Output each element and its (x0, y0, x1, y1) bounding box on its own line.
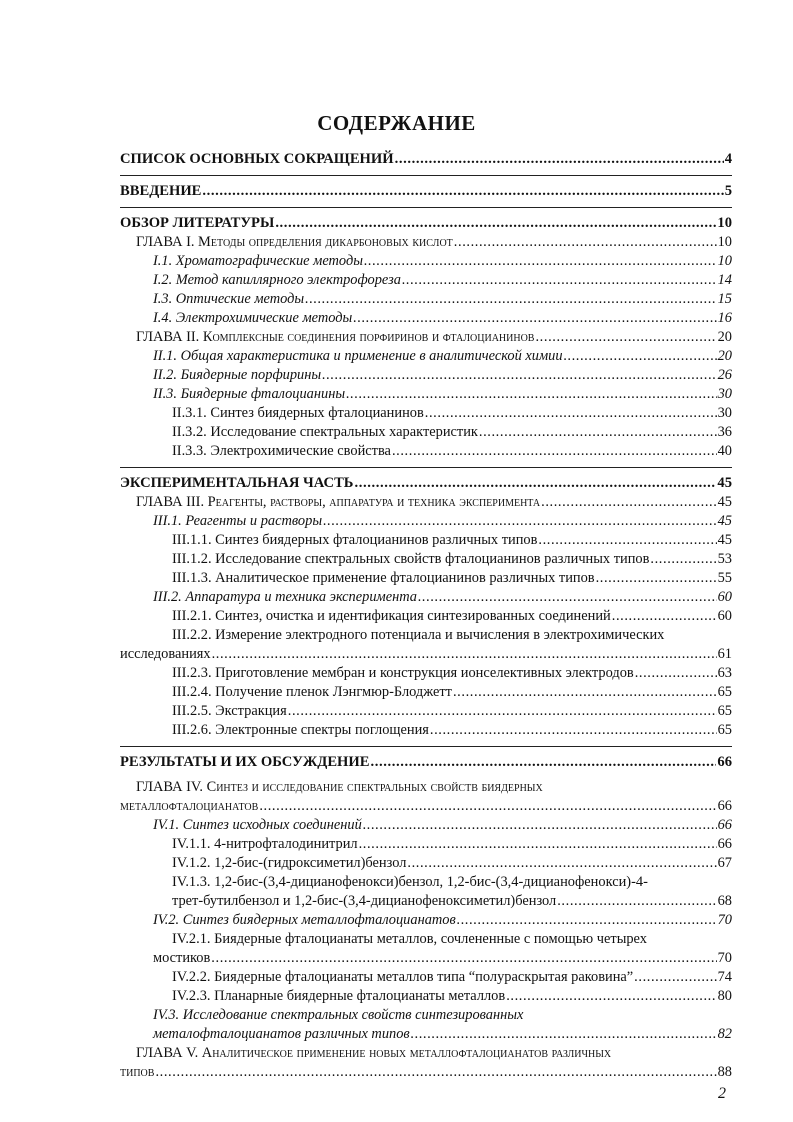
toc-entry-1-2[interactable]: I.2. Метод капиллярного электрофореза ..... 14 (120, 271, 732, 290)
toc-entry-results[interactable]: РЕЗУЛЬТАТЫ И ИХ ОБСУЖДЕНИЕ ..... 66 (120, 753, 732, 772)
toc-entry-3-2-1[interactable]: III.2.1. Синтез, очистка и идентификация синтезированных соединений ..... 60 (120, 607, 732, 626)
toc-entry-chapter-1[interactable]: ГЛАВА I. Методы определения дикарбоновых кислот ..... 10 (120, 233, 732, 252)
toc-entry-2-1[interactable]: II.1. Общая характеристика и применение в аналитической химии ..... 20 (120, 347, 732, 366)
toc-entry-4-2-3[interactable]: IV.2.3. Планарные биядерные фталоцианаты металлов ..... 80 (120, 987, 732, 1006)
toc-entry-3-1-3[interactable]: III.1.3. Аналитическое применение фталоцианинов различных типов ..... 55 (120, 569, 732, 588)
toc-entry-4-1[interactable]: IV.1. Синтез исходных соединений ..... 66 (120, 816, 732, 835)
toc-entry-2-3-1[interactable]: II.3.1. Синтез биядерных фталоцианинов ..... 30 (120, 404, 732, 423)
table-of-contents (120, 150, 732, 1082)
toc-entry-3-2-2-line2[interactable]: исследованиях ..... 61 (120, 645, 732, 664)
toc-entry-3-1-2[interactable]: III.1.2. Исследование спектральных свойств фталоцианинов различных типов ..... 53 (120, 550, 732, 569)
toc-entry-chapter-5-line1[interactable]: ГЛАВА V. Аналитическое применение новых металлофталоцианатов различных (136, 1045, 612, 1061)
toc-entry-3-2-2-line1[interactable]: III.2.2. Измерение электродного потенциала и вычисления в электрохимических (172, 627, 665, 643)
toc-entry-2-2[interactable]: II.2. Биядерные порфирины ..... 26 (120, 366, 732, 385)
toc-entry-4-2[interactable]: IV.2. Синтез биядерных металлофталоцианатов ..... 70 (120, 911, 732, 930)
toc-entry-chapter-3[interactable]: ГЛАВА III. Реагенты, растворы, аппаратура и техника эксперимента ..... 45 (120, 493, 732, 512)
toc-entry-3-2-4[interactable]: III.2.4. Получение пленок Лэнгмюр-Блоджетт ..... 65 (120, 683, 732, 702)
toc-entry-3-1-1[interactable]: III.1.1. Синтез биядерных фталоцианинов различных типов ..... 45 (120, 531, 732, 550)
toc-entry-4-2-1-line2[interactable]: мостиков ..... 70 (120, 949, 732, 968)
toc-entry-1-3[interactable]: I.3. Оптические методы ..... 15 (120, 290, 732, 309)
section-divider (120, 467, 732, 468)
toc-entry-3-2[interactable]: III.2. Аппаратура и техника эксперимента ..... 60 (120, 588, 732, 607)
toc-entry-2-3[interactable]: II.3. Биядерные фталоцианины ..... 30 (120, 385, 732, 404)
toc-entry-4-1-3-line2[interactable]: трет-бутилбензол и 1,2-бис-(3,4-дицианофеноксиметил)бензол ..... 68 (120, 892, 732, 911)
section-divider (120, 746, 732, 747)
toc-entry-abbreviations[interactable]: СПИСОК ОСНОВНЫХ СОКРАЩЕНИЙ ..... 4 (120, 150, 732, 169)
section-divider (120, 207, 732, 208)
toc-entry-4-1-3-line1[interactable]: IV.1.3. 1,2-бис-(3,4-дицианофенокси)бензол, 1,2-бис-(3,4-дицианофенокси)-4- (172, 874, 648, 890)
toc-entry-chapter-5-line2[interactable]: типов ..... 88 (120, 1063, 732, 1082)
toc-entry-chapter-4-line1[interactable]: ГЛАВА IV. Синтез и исследование спектральных свойств биядерных (136, 779, 543, 795)
toc-entry-4-2-1-line1[interactable]: IV.2.1. Биядерные фталоцианаты металлов, сочлененные с помощью четырех (172, 931, 647, 947)
toc-entry-2-3-2[interactable]: II.3.2. Исследование спектральных характеристик ..... 36 (120, 423, 732, 442)
toc-entry-3-2-3[interactable]: III.2.3. Приготовление мембран и конструкция ионселективных электродов ..... 63 (120, 664, 732, 683)
toc-entry-4-3-line2[interactable]: металофталоцианатов различных типов ..... 82 (120, 1025, 732, 1044)
page-number: 2 (718, 1085, 726, 1102)
toc-entry-1-1[interactable]: I.1. Хроматографические методы ..... 10 (120, 252, 732, 271)
toc-entry-3-1[interactable]: III.1. Реагенты и растворы ..... 45 (120, 512, 732, 531)
toc-entry-4-2-2[interactable]: IV.2.2. Биядерные фталоцианаты металлов типа “полураскрытая раковина” ..... 74 (120, 968, 732, 987)
toc-entry-2-3-3[interactable]: II.3.3. Электрохимические свойства ..... 40 (120, 442, 732, 461)
toc-entry-experimental[interactable]: ЭКСПЕРИМЕНТАЛЬНАЯ ЧАСТЬ ..... 45 (120, 474, 732, 493)
toc-entry-literature-review[interactable]: ОБЗОР ЛИТЕРАТУРЫ ..... 10 (120, 214, 732, 233)
toc-entry-3-2-5[interactable]: III.2.5. Экстракция ..... 65 (120, 702, 732, 721)
toc-entry-4-3-line1[interactable]: IV.3. Исследование спектральных свойств синтезированных (153, 1007, 524, 1023)
section-divider (120, 175, 732, 176)
page-title: СОДЕРЖАНИЕ (317, 111, 476, 135)
toc-entry-4-1-2[interactable]: IV.1.2. 1,2-бис-(гидроксиметил)бензол ..... 67 (120, 854, 732, 873)
toc-entry-4-1-1[interactable]: IV.1.1. 4-нитрофталодинитрил ..... 66 (120, 835, 732, 854)
toc-entry-chapter-2[interactable]: ГЛАВА II. Комплексные соединения порфиринов и фталоцианинов ..... 20 (120, 328, 732, 347)
toc-entry-3-2-6[interactable]: III.2.6. Электронные спектры поглощения ..... 65 (120, 721, 732, 740)
toc-entry-chapter-4-line2[interactable]: металлофталоцианатов ..... 66 (120, 797, 732, 816)
toc-entry-1-4[interactable]: I.4. Электрохимические методы ..... 16 (120, 309, 732, 328)
toc-entry-introduction[interactable]: ВВЕДЕНИЕ ..... 5 (120, 182, 732, 201)
